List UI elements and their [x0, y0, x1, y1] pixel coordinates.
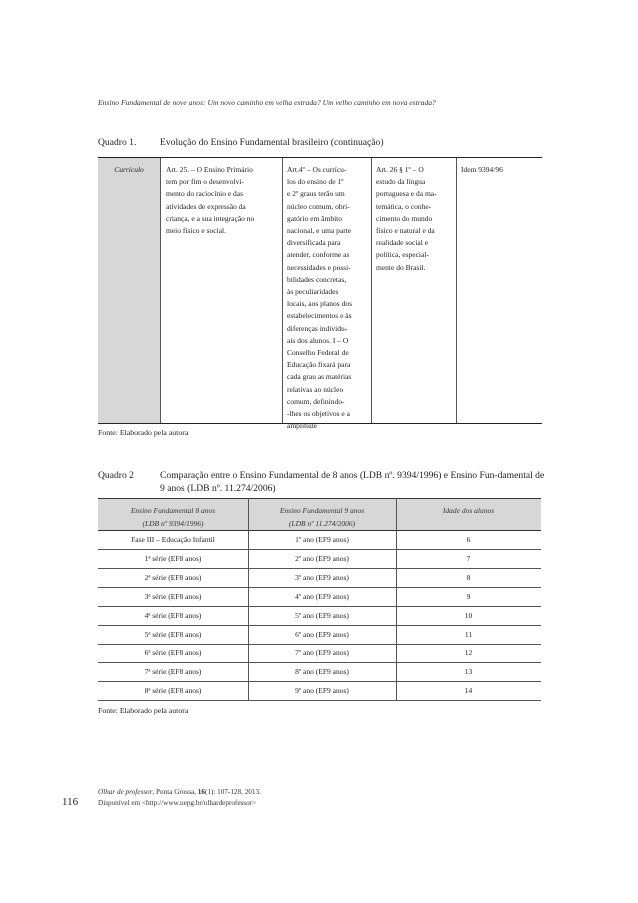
header-idade-line1: Idade dos alunos	[442, 506, 495, 515]
table-row	[98, 682, 541, 701]
column-divider	[282, 158, 283, 423]
header-ef9-line1: Ensino Fundamental 9 anos	[279, 506, 365, 515]
cell-line: meio físico e social.	[166, 226, 226, 236]
cell-line: Art. 26 § 1º – O	[376, 165, 424, 174]
cell-line: bilidades concretas,	[287, 274, 347, 284]
cell-idade: 13	[464, 667, 473, 677]
cell-idade: 9	[466, 591, 471, 601]
table-row	[98, 626, 541, 645]
cell-idade: 7	[466, 553, 471, 563]
cell-idade: 6	[466, 535, 471, 544]
quadro2-source: Fonte: Elaborado pela autora	[98, 706, 189, 715]
table-row	[98, 569, 541, 588]
quadro2-header-row	[98, 498, 541, 531]
cell-line: Educação fixará para	[287, 360, 351, 370]
cell-line: Conselho Federal de	[287, 348, 349, 358]
running-head: Ensino Fundamental de nove anos: Um novo caminho em velha estrada? Um velho caminho em nova estrada?	[98, 98, 436, 107]
cell-ef8: 7ª série (EF8 anos)	[144, 667, 202, 677]
cell-line: política, especial-	[376, 250, 429, 260]
journal-name: Olhar de professor	[98, 788, 153, 796]
quadro1-title: Evolução do Ensino Fundamental brasileiro (continuação)	[160, 137, 384, 148]
cell-ef9: 2º ano (EF9 anos)	[295, 553, 349, 563]
cell-line: los do ensino de 1º	[287, 177, 344, 187]
cell-line: tem por fim o desenvolvi-	[166, 177, 244, 187]
table-row	[98, 531, 541, 550]
cell-ef9: 5º ano (EF9 anos)	[295, 610, 349, 620]
cell-line: realidade social e	[376, 238, 429, 248]
cell-line: atividades de expressão da	[166, 201, 246, 211]
table-row	[98, 607, 541, 626]
cell-line: ais dos alunos. I – O	[287, 335, 349, 345]
quadro1-cell-1946	[166, 164, 280, 237]
cell-line: cada grau as matérias	[287, 372, 352, 382]
cell-line: estudo da língua	[376, 177, 426, 187]
cell-line: locais, aos planos dos	[287, 299, 352, 309]
cell-ef8: 6ª série (EF8 anos)	[144, 648, 202, 658]
column-divider	[396, 498, 397, 701]
cell-ef8: 2ª série (EF8 anos)	[144, 572, 202, 582]
cell-line: atender, conforme as	[287, 250, 350, 260]
cell-ef8: 8ª série (EF8 anos)	[144, 686, 202, 696]
column-divider	[160, 158, 161, 423]
cell-ef9: 4º ano (EF9 anos)	[295, 591, 349, 601]
cell-line: amplitude	[287, 421, 317, 431]
table-top-rule	[98, 157, 542, 158]
page-number: 116	[62, 796, 79, 808]
header-ef8-line2: (LDB nº 9394/1996)	[142, 519, 204, 528]
table-row	[98, 588, 541, 607]
cell-line: gatório em âmbito	[287, 213, 342, 223]
table-row	[98, 644, 541, 663]
cell-ef8: 5ª série (EF8 anos)	[144, 629, 202, 639]
footer-citation	[98, 787, 261, 809]
cell-line: Art.4º – Os currícu-	[287, 165, 347, 174]
cell-ef9: 7º ano (EF9 anos)	[295, 648, 349, 658]
quadro2-table	[98, 498, 541, 701]
cell-line: mente do Brasil.	[376, 262, 426, 272]
quadro1-cell-1996	[376, 164, 454, 274]
cell-ef8: 3ª série (EF8 anos)	[144, 591, 202, 601]
cell-line: temática, o conhe-	[376, 201, 432, 211]
cell-line: comum, definindo-	[287, 396, 345, 406]
cell-line: criança, e a sua integração no	[166, 213, 255, 223]
footer-line1	[98, 787, 261, 798]
cell-ef8: 1ª série (EF8 anos)	[144, 553, 202, 563]
header-idade	[396, 504, 541, 517]
volume-number: 16	[197, 788, 205, 796]
cell-idade: 10	[464, 610, 473, 620]
cell-ef9: 6º ano (EF9 anos)	[295, 629, 349, 639]
cell-line: Art. 25. – O Ensino Primário	[166, 165, 253, 174]
cell-line: físico e natural e da	[376, 226, 435, 236]
cell-line: nacional, e uma parte	[287, 226, 352, 236]
cell-line: e 2º graus terão um	[287, 189, 345, 199]
footer-availability: Disponível em <http://www.uepg.br/olhardeprofessor>	[98, 799, 257, 807]
citation-end: (1): 107-128, 2013.	[204, 788, 261, 796]
table-row	[98, 550, 541, 569]
cell-line: portuguesa e da ma-	[376, 189, 437, 199]
cell-line: núcleo comum, obri-	[287, 201, 350, 211]
citation-mid: , Ponta Grossa,	[152, 788, 198, 796]
header-ef8	[98, 504, 248, 530]
cell-line: necessidades e possi-	[287, 262, 351, 272]
column-divider	[248, 498, 249, 701]
quadro1-cell-1971	[287, 164, 369, 432]
cell-idade: 8	[466, 572, 471, 582]
quadro2-title: Comparação entre o Ensino Fundamental de 8 anos (LDB nº. 9394/1996) e Ensino Fun-damental de 9 anos (LDB nº. 11.274/2006)	[160, 470, 545, 494]
cell-ef9: 9º ano (EF9 anos)	[295, 686, 349, 696]
cell-ef8: Fase III – Educação Infantil	[131, 535, 215, 544]
quadro1-cell-idem	[461, 164, 539, 176]
cell-line: estabelecimentos e às	[287, 311, 352, 321]
header-ef8-line1: Ensino Fundamental 8 anos	[130, 506, 216, 515]
cell-line: diversificada para	[287, 238, 341, 248]
cell-line: diferenças individu-	[287, 323, 348, 333]
quadro1-number: Quadro 1.	[98, 137, 137, 148]
quadro2-number: Quadro 2	[98, 470, 134, 481]
cell-idade: 12	[464, 648, 473, 658]
cell-ef8: 4ª série (EF8 anos)	[144, 610, 202, 620]
cell-ef9: 3º ano (EF9 anos)	[295, 572, 349, 582]
cell-line: -lhes os objetivos e a	[287, 409, 350, 419]
header-ef9-line2: (LDB nº 11.274/2006)	[288, 519, 356, 528]
cell-idade: 14	[464, 686, 473, 696]
column-divider	[456, 158, 457, 423]
cell-line: Idem 9394/96	[461, 165, 503, 174]
cell-ef9: 1º ano (EF9 anos)	[295, 535, 349, 544]
column-divider	[371, 158, 372, 423]
header-ef9	[248, 504, 396, 530]
table-row	[98, 663, 541, 682]
cell-line: cimento do mundo	[376, 213, 433, 223]
cell-line: relativas ao núcleo	[287, 384, 344, 394]
cell-idade: 11	[464, 629, 473, 639]
quadro1-source: Fonte: Elaborado pela autora	[98, 428, 189, 437]
cell-line: às peculiaridades	[287, 287, 339, 297]
row-header-shade	[98, 158, 160, 423]
cell-line: mento do raciocínio e das	[166, 189, 244, 199]
row-header-curriculo: Currículo	[114, 165, 144, 174]
cell-ef9: 8º ano (EF9 anos)	[295, 667, 349, 677]
quadro1-table	[98, 157, 542, 431]
